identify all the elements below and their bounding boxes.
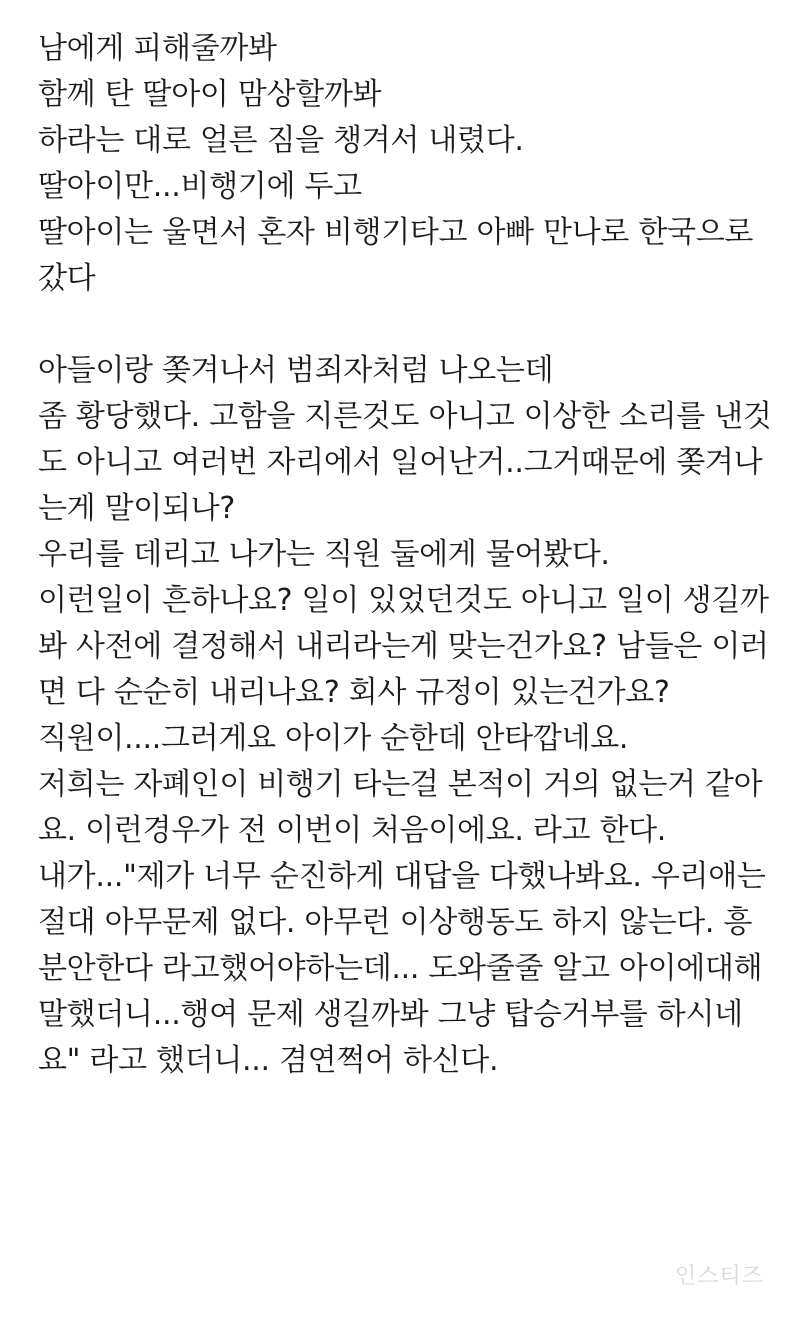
text-line: 도 아니고 여러번 자리에서 일어난거..그거때문에 쫒겨나 <box>38 445 763 480</box>
text-line: 말했더니...행여 문제 생길까봐 그냥 탑승거부를 하시네 <box>38 997 743 1032</box>
text-line: 딸아이만...비행기에 두고 <box>38 169 362 204</box>
text-line: 남에게 피해줄까봐 <box>38 31 277 66</box>
text-line: 아들이랑 쫒겨나서 범죄자처럼 나오는데 <box>38 353 554 388</box>
text-line: 는게 말이되나? <box>38 491 235 526</box>
text-line: 절대 아무문제 없다. 아무런 이상행동도 하지 않는다. 흥 <box>38 905 753 940</box>
text-line: 면 다 순순히 내리나요? 회사 규정이 있는건가요? <box>38 675 670 710</box>
post-body <box>38 26 778 1084</box>
text-line: 이런일이 흔하나요? 일이 있었던것도 아니고 일이 생길까 <box>38 583 769 618</box>
text-line: 내가..."제가 너무 순진하게 대답을 다했나봐요. 우리애는 <box>38 859 766 894</box>
text-line: 함께 탄 딸아이 맘상할까봐 <box>38 77 382 112</box>
text-line: 갔다 <box>38 261 96 296</box>
text-line: 봐 사전에 결정해서 내리라는게 맞는건가요? 남들은 이러 <box>38 629 769 664</box>
text-line: 좀 황당했다. 고함을 지른것도 아니고 이상한 소리를 낸것 <box>38 399 772 434</box>
paragraph-1 <box>38 26 778 302</box>
paragraph-2 <box>38 348 778 1084</box>
text-line: 하라는 대로 얼른 짐을 챙겨서 내렸다. <box>38 123 524 158</box>
text-line: 직원이....그러게요 아이가 순한데 안타깝네요. <box>38 721 629 756</box>
text-line: 분안한다 라고했어야하는데... 도와줄줄 알고 아이에대해 <box>38 951 763 986</box>
text-line: 딸아이는 울면서 혼자 비행기타고 아빠 만나로 한국으로 <box>38 215 754 250</box>
text-line: 요" 라고 했더니... 겸연쩍어 하신다. <box>38 1043 499 1078</box>
watermark: 인스티즈 <box>674 1264 764 1289</box>
paragraph-gap <box>38 302 778 348</box>
text-line: 우리를 데리고 나가는 직원 둘에게 물어봤다. <box>38 537 610 572</box>
text-line: 저희는 자폐인이 비행기 타는걸 본적이 거의 없는거 같아 <box>38 767 763 802</box>
text-line: 요. 이런경우가 전 이번이 처음이에요. 라고 한다. <box>38 813 667 848</box>
